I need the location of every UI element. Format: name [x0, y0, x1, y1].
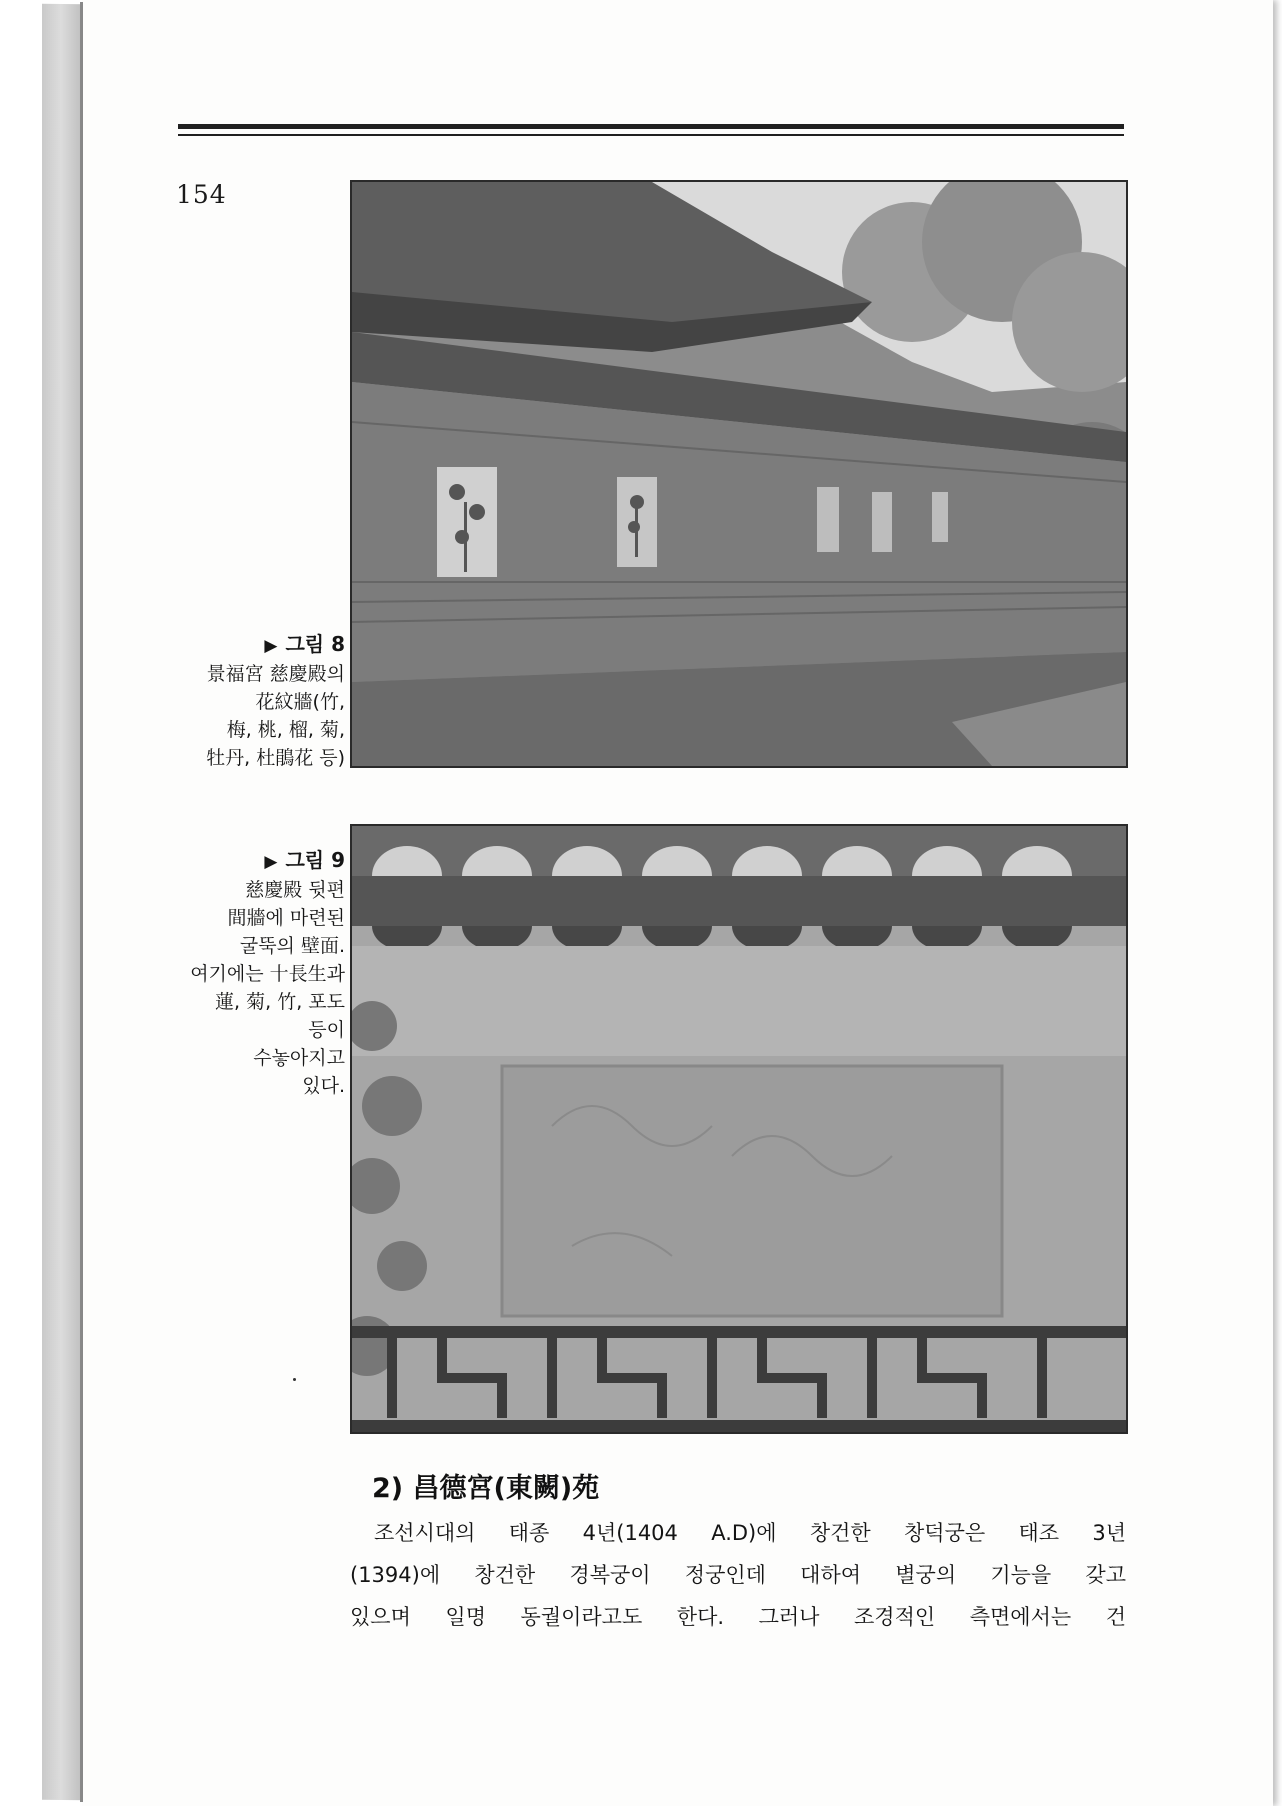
- caption-line: 景福宮 慈慶殿의: [206, 663, 345, 685]
- caption-line: 梅, 桃, 榴, 菊,: [226, 719, 345, 741]
- body-line: 있으며 일명 동궐이라고도 한다. 그러나 조경적인 측면에서는 건: [350, 1605, 1126, 1629]
- figure-9-label: 그림 9: [285, 848, 345, 872]
- body-line: 조선시대의 태종 4년(1404 A.D)에 창건한 창덕궁은 태조 3년: [374, 1521, 1126, 1545]
- body-text: [350, 1512, 1126, 1638]
- section-heading: 2) 昌德宮(東闕)苑: [372, 1473, 600, 1504]
- triangle-icon: ▶: [264, 852, 278, 872]
- body-line: (1394)에 창건한 경복궁이 정궁인데 대하여 별궁의 기능을 갖고: [350, 1563, 1126, 1587]
- caption-line: 慈慶殿 뒷편: [245, 879, 345, 901]
- figure-9-label-row: [145, 846, 345, 876]
- figure-8-photo: [350, 180, 1128, 768]
- caption-line: 등이: [308, 1019, 345, 1041]
- caption-line: 있다.: [302, 1075, 345, 1097]
- caption-line: 수놓아지고: [253, 1047, 345, 1069]
- header-rule-thin: [178, 134, 1124, 136]
- page-number: 154: [176, 180, 227, 209]
- caption-line: 間牆에 마련된: [227, 907, 345, 929]
- figure-9-caption: [145, 846, 345, 1100]
- figure-9-photo: [350, 824, 1128, 1434]
- caption-line: 花紋牆(竹,: [255, 691, 345, 713]
- stray-dot: [293, 1378, 296, 1381]
- header-rule: [178, 124, 1124, 129]
- figure-8-caption: [145, 630, 345, 772]
- figure-8-label-row: [145, 630, 345, 660]
- triangle-icon: ▶: [264, 636, 278, 656]
- caption-line: 여기에는 十長生과: [190, 963, 345, 985]
- figure-8-label: 그림 8: [285, 632, 345, 656]
- caption-line: 牡丹, 杜鵑花 등): [206, 747, 345, 769]
- caption-line: 蓮, 菊, 竹, 포도: [215, 991, 345, 1013]
- caption-line: 굴뚝의 壁面.: [239, 935, 345, 957]
- book-spine: [42, 4, 84, 1801]
